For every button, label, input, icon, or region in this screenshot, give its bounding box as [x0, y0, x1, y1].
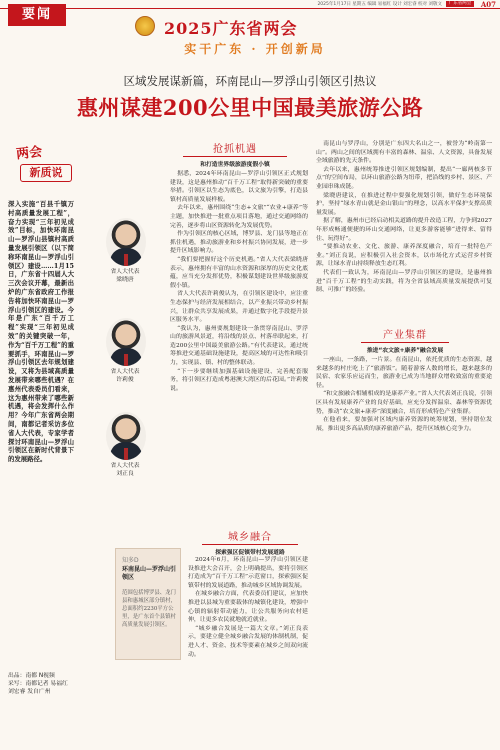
divider: [183, 156, 287, 157]
delegate-photo: [106, 412, 146, 460]
date-line: 2025年1月17日 星期五 编辑 易福红 设计 刘宏睿 校对 刘敬文: [317, 2, 442, 7]
article-column-4: 2024年6月，环南昆山—罗浮山引领区建设推进大会召开，会上明确提出，要将引领区打造成为“百千万工程”示范窗口，探索强区促镇带村的发展道路，推动城乡区域协调发展。 在城乡融合方面，代表委员们建议，应加快推进以县城为重要载体的城镇化建设，增强中心镇的辐射带动能力，让公共服务向农村延伸，让更多农民就地就近就业。 “城乡融合发展是一篇大文章。”刘正良表示，要建立健全城乡融合发展的体制机制，促进人才、资金、技术等要素在城乡之间双向流动。: [188, 557, 308, 658]
page-number: A07: [480, 0, 496, 9]
column-logo: [6, 140, 78, 188]
article-column-2: 一座山，一条路，一片景。在南昆山，依托优质的生态资源，越来越多的村庄吃上了“旅游饭”。随着游客人数的增长，越来越多的民宿、农家乐应运而生，旅游业已成为当地群众增收致富的重要途径。 “和文旅融合相辅相成的是康养产业。”省人大代表刘正良说，引领区具有发展康养产业的良好基础，应充分发挥温泉、森林等资源优势，推动“农文旅+康养”深度融合，培育形成特色产业集群。 在他看来，要加强对区域内康养资源的统筹规划，坚持错位发展，推出更多高品质的康养旅游产品，提升区域核心竞争力。: [316, 357, 492, 432]
fact-box-label: 知多D: [122, 557, 139, 564]
divider: [202, 544, 298, 545]
delegate-photo: [106, 318, 146, 366]
section-subtitle: 探索强区促镇带村发展道路: [215, 550, 285, 556]
divider: [361, 342, 449, 343]
article-column-3: 南昆山与罗浮山，分别是广东四大名山之一，被誉为“岭南第一山”。两山之间的区域拥有丰富的森林、温泉、人文资源，具备发展全域旅游的先天条件。 去年以来，惠州统筹推进引领区规划编制，提出“一廊两核多节点”的空间布局，以环山旅游公路为纽带，把沿线的乡村、景区、产业园串珠成链。 梁晓唐建议，在推进过程中要强化规划引领，做好生态环境保护，坚持“绿水青山就是金山银山”的理念，以高水平保护支撑高质量发展。 据了解，惠州市已经启动相关道路的提升改造工程，力争到2027年形成畅通便捷的环山交通网络，让更多游客能够“进得来、留得住、玩得好”。 “要推动农业、文化、旅游、康养深度融合，培育一批特色产业。”刘正良说，应积极引入社会资本，以市场化方式运营乡村资源，让绿水青山持续释放生态红利。 代表们一致认为，环南昆山—罗浮山引领区的建设，是惠州推进“百千万工程”的生动实践，将为全省县域高质量发展提供可复制、可推广的经验。: [316, 141, 492, 294]
logo-line2: 新质说: [20, 164, 72, 182]
banner-slogan: 实干广东 · 开创新局: [184, 42, 326, 56]
emblem-icon: [135, 16, 155, 36]
fact-box: [115, 548, 181, 660]
section-title: 产业集群: [383, 330, 427, 341]
section-subtitle: 和打造世界级旅游度假小镇: [200, 162, 270, 168]
section-heading-2: [350, 326, 460, 354]
fact-box-text: 范围包括博罗县、龙门县和惠城区部分镇村，总面积约2230平方公里，是广东首个县镇村高质量发展引领区。: [122, 590, 176, 628]
delegate-caption: 省人大代表 梁晓唐: [110, 269, 140, 283]
section-title: 城乡融合: [228, 532, 272, 543]
page-header: [0, 0, 500, 9]
section-heading-1: [170, 140, 300, 168]
lead-paragraph: 深入实施“百县千镇万村高质量发展工程”，奋力实现“三年初见成效”目标，加快环南昆山—罗浮山县镇村高质量发展引领区（以下简称环南昆山—罗浮山引领区）建设……1月15日，广东省十四届人大三次会议开幕，最新出炉的广东省政府工作报告将加快环南昆山—罗浮山引领区的建设。今年是广东“百千万工程”实现“三年初见成效”的关键突破一年，作为“百千万工程”的重要抓手，环南昆山—罗浮山引领区去年规划建设，又将为县域高质量发展带来哪些机遇？在惠州代表委员们看来，这为惠州带来了哪些新机遇，将会发挥什么作用？今年广东省两会期间，南都记者采访多位省人大代表，专家学者探讨环南昆山—罗浮山引领区在新时代背景下的发展路径。: [8, 200, 74, 464]
logo-line1: 两会: [15, 144, 43, 163]
headline-kicker: 区域发展谋新篇，环南昆山—罗浮山引领区引热议: [123, 74, 377, 88]
main-headline: 惠州谋建200公里中国最美旅游公路: [76, 95, 424, 120]
section-tag: 要闻: [8, 4, 66, 26]
fact-box-title: 环南昆山—罗浮山引领区: [122, 566, 177, 581]
section-subtitle: 推进“农文旅+康养”融合发展: [366, 348, 444, 354]
article-column-1: 据悉，2024年环南昆山—罗浮山引领区正式规划建设，这是惠州推动“百千万工程”取得新突破的重要举措。引领区以生态为底色，以文旅为引擎，打造县镇村高质量发展样板。 去年以来，惠州围绕“生态+文旅”“农业+康养”等主题，加快推进一批重点项目落地，通过交通网络的完善，逐步将山区资源转化为发展优势。 作为引领区的核心区域，博罗县、龙门县等地正在抓住机遇，推动旅游业和乡村振兴协同发展，进一步提升区域影响力。 “我们要把握好这个历史机遇。”省人大代表梁晓唐表示，惠州拥有丰富的山水资源和深厚的历史文化底蕴，应当充分发挥优势，积极谋划建设世界级旅游度假小镇。 省人大代表许莉俊认为，在引领区建设中，应注重生态保护与经济发展相结合，以产业振兴带动乡村振兴，让群众共享发展成果，并通过数字化手段提升景区服务水平。 “我认为，惠州要规划建设一条贯穿南昆山、罗浮山的旅游风景道，将沿线的景点、村落串联起来，打造200公里中国最美旅游公路。”有代表建议，通过统筹推进交通基础设施建设，提高区域的可达性和吸引力，实现县、镇、村的整体联动。 “下一步要继续加强基础设施建设、完善配套服务，将引领区打造成粤港澳大湾区的后花园。”许莉俊说。: [170, 171, 308, 392]
banner-title: 2025广东省两会: [164, 19, 298, 38]
delegate-caption: 省人大代表 许莉俊: [110, 369, 140, 383]
section-title: 抢抓机遇: [213, 144, 257, 155]
delegate-photo: [106, 218, 146, 266]
column-tag: 广东省两会: [446, 1, 474, 7]
section-heading-3: [190, 528, 310, 556]
delegate-caption: 省人大代表 刘正良: [110, 463, 140, 477]
reporter-credit: 出品：南都 N视频 采写：南都记者 易福红 刘宏睿 发自广州: [8, 673, 68, 695]
banner: [120, 12, 390, 58]
